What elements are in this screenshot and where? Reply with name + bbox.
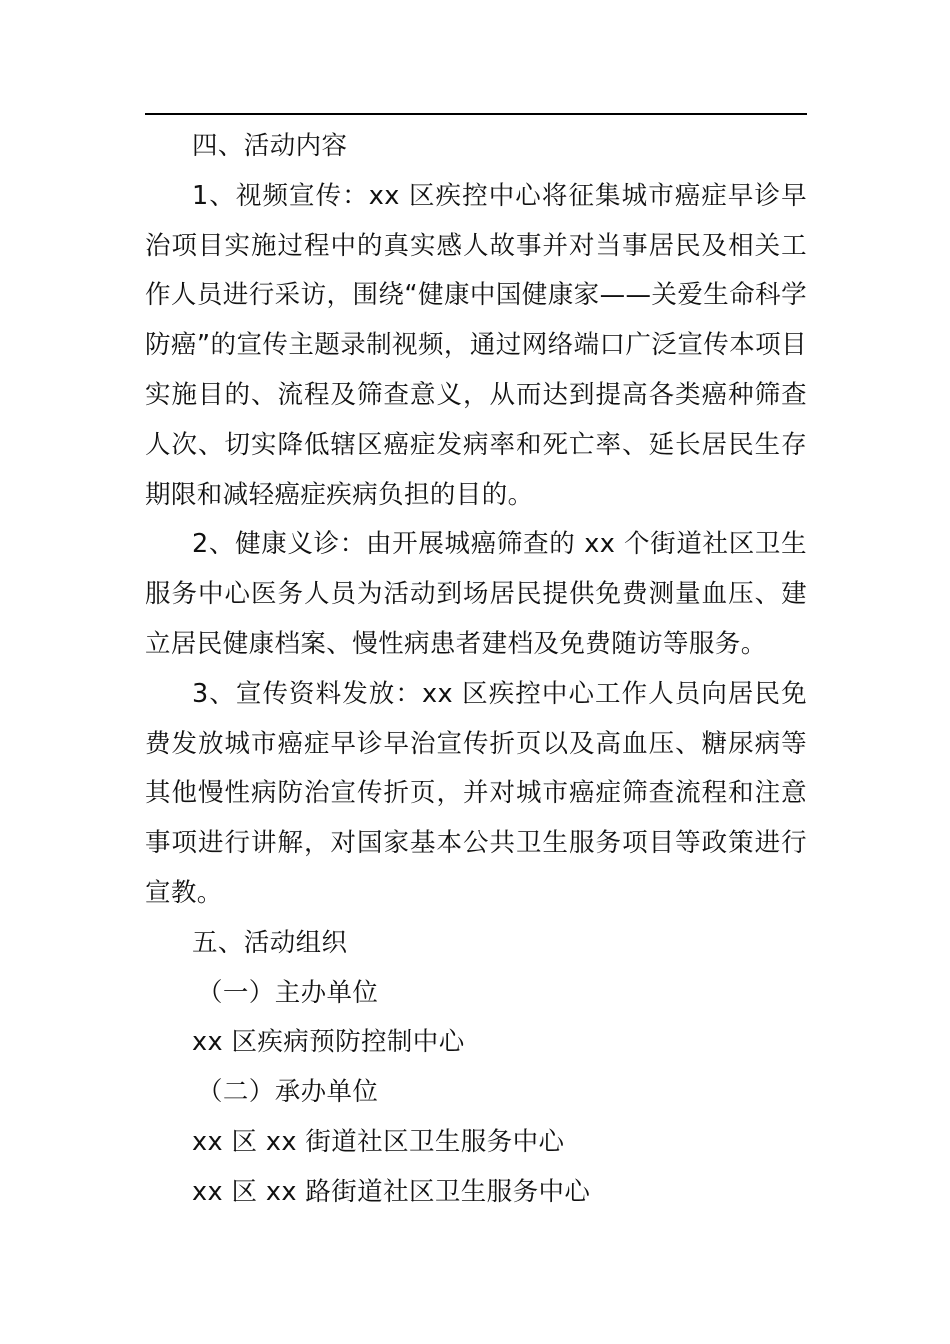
host-organization: xx 区疾病预防控制中心 xyxy=(192,1027,465,1058)
document-body xyxy=(145,122,807,1218)
subheading-organizer: （二）承办单位 xyxy=(197,1077,379,1108)
organizer-2: xx 区 xx 路街道社区卫生服务中心 xyxy=(192,1176,591,1207)
section-heading-activity-organization: 五、活动组织 xyxy=(192,927,348,958)
organizer-1: xx 区 xx 街道社区卫生服务中心 xyxy=(192,1126,565,1157)
paragraph-health-clinic: 2、健康义诊：由开展城癌筛查的 xx 个街道社区卫生服务中心医务人员为活动到场居民提供免费测量血压、建立居民健康档案、慢性病患者建档及免费随访等服务。 xyxy=(145,529,807,659)
paragraph-materials-distribution: 3、宣传资料发放：xx 区疾控中心工作人员向居民免费发放城市癌症早诊早治宣传折页以及高血压、糖尿病等其他慢性病防治宣传折页，并对城市癌症筛查流程和注意事项进行讲解，对国家基本公共卫生服务项目等政策进行宣教。 xyxy=(145,678,807,908)
section-heading-activity-content: 四、活动内容 xyxy=(192,131,348,161)
header-rule xyxy=(145,113,807,115)
paragraph-video-promotion: 1、视频宣传：xx 区疾控中心将征集城市癌症早诊早治项目实施过程中的真实感人故事并对当事居民及相关工作人员进行采访，围绕“健康中国健康家——关爱生命科学防癌”的宣传主题录制视频，通过网络端口广泛宣传本项目实施目的、流程及筛查意义，从而达到提高各类癌种筛查人次、切实降低辖区癌症发病率和死亡率、延长居民生存期限和减轻癌症疾病负担的目的。 xyxy=(145,180,807,510)
subheading-host: （一）主办单位 xyxy=(197,977,379,1008)
